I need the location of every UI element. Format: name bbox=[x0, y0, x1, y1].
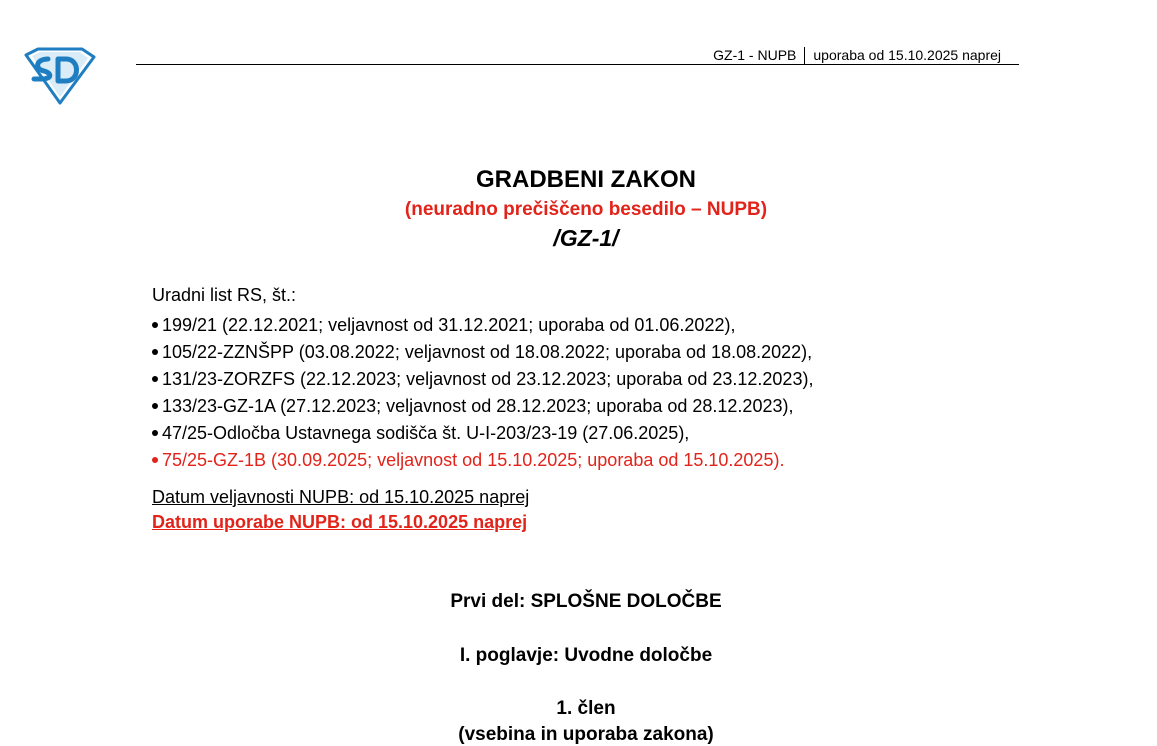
gazette-entry-text: 75/25-GZ-1B (30.09.2025; veljavnost od 15.10.2025; uporaba od 15.10.2025). bbox=[162, 449, 785, 470]
article-number: 1. člen bbox=[556, 698, 616, 719]
running-header bbox=[713, 46, 1001, 64]
sd-logo bbox=[22, 47, 96, 105]
validity-date: Datum veljavnosti NUPB: od 15.10.2025 naprej bbox=[152, 487, 530, 507]
gazette-entry bbox=[152, 311, 813, 338]
gazette-label: Uradni list RS, št.: bbox=[152, 285, 297, 305]
gazette-entry bbox=[152, 392, 813, 419]
part-heading: Prvi del: SPLOŠNE DOLOČBE bbox=[450, 591, 722, 612]
header-separator bbox=[804, 47, 805, 65]
article-title: (vsebina in uporaba zakona) bbox=[458, 724, 714, 745]
gazette-entry bbox=[152, 419, 813, 446]
document-subtitle: (neuradno prečiščeno besedilo – NUPB) bbox=[404, 199, 768, 220]
document-title: GRADBENI ZAKON bbox=[476, 166, 696, 193]
gazette-entry-text: 47/25-Odločba Ustavnega sodišča št. U-I-203/23-19 (27.06.2025), bbox=[162, 422, 690, 443]
header-rule bbox=[136, 64, 1019, 65]
bullet-icon bbox=[152, 376, 158, 382]
header-doc-code: GZ-1 - NUPB bbox=[713, 47, 797, 63]
gazette-entry bbox=[152, 365, 813, 392]
bullet-icon bbox=[152, 457, 158, 463]
gazette-references bbox=[152, 284, 813, 473]
gazette-entry bbox=[152, 338, 813, 365]
header-usage-note: uporaba od 15.10.2025 naprej bbox=[813, 47, 1001, 63]
document-abbreviation: /GZ-1/ bbox=[553, 225, 619, 251]
bullet-icon bbox=[152, 322, 158, 328]
usage-date: Datum uporabe NUPB: od 15.10.2025 naprej bbox=[152, 512, 528, 532]
gazette-entry-text: 131/23-ZORZFS (22.12.2023; veljavnost od 23.12.2023; uporaba od 23.12.2023), bbox=[162, 368, 814, 389]
nupb-dates bbox=[152, 485, 529, 535]
bullet-icon bbox=[152, 430, 158, 436]
gazette-entry-latest bbox=[152, 446, 813, 473]
gazette-entry-text: 133/23-GZ-1A (27.12.2023; veljavnost od 28.12.2023; uporaba od 28.12.2023), bbox=[162, 395, 794, 416]
bullet-icon bbox=[152, 349, 158, 355]
bullet-icon bbox=[152, 403, 158, 409]
gazette-entry-list bbox=[152, 311, 813, 473]
gazette-entry-text: 199/21 (22.12.2021; veljavnost od 31.12.2021; uporaba od 01.06.2022), bbox=[162, 314, 736, 335]
chapter-heading: I. poglavje: Uvodne določbe bbox=[459, 645, 713, 666]
gazette-entry-text: 105/22-ZZNŠPP (03.08.2022; veljavnost od 18.08.2022; uporaba od 18.08.2022), bbox=[162, 341, 813, 362]
